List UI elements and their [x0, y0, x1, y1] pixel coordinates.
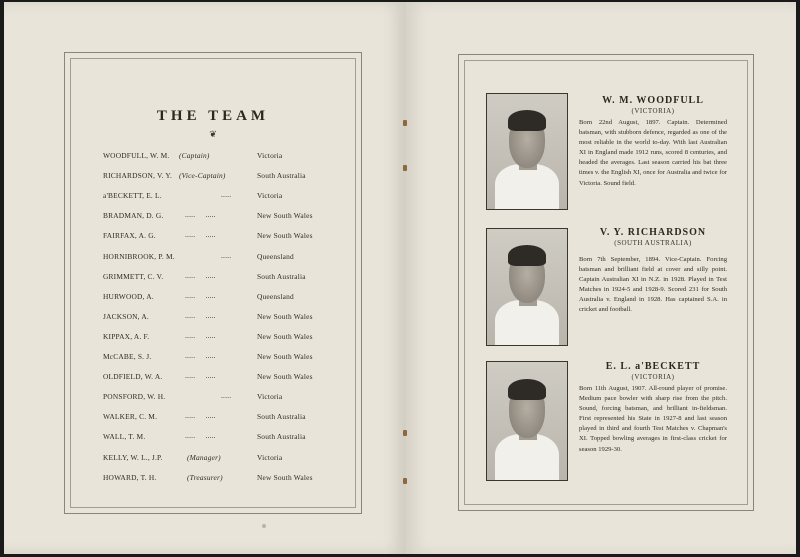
ornament-icon: ❦: [209, 129, 217, 139]
player-name: JACKSON, A.: [103, 311, 149, 321]
roster-row: [103, 211, 363, 225]
profile-name: V. Y. RICHARDSON: [599, 227, 707, 238]
player-name: McCABE, S. J.: [103, 352, 152, 361]
roster-row: [103, 151, 363, 165]
right-page-border: [458, 54, 754, 511]
roster-row: [103, 392, 363, 406]
leader-dots: .....: [221, 391, 232, 401]
booklet-spread: [4, 2, 796, 554]
leader-dots: ..... .....: [185, 351, 216, 360]
roster-row: [103, 171, 363, 185]
player-state: New South Wales: [257, 472, 313, 482]
profile-abeckett: [579, 361, 727, 455]
player-role: (Vice-Captain): [179, 171, 226, 181]
profile-name: E. L. a'BECKETT: [605, 361, 701, 372]
player-state: South Australia: [257, 432, 306, 442]
player-name: GRIMMETT, C. V.: [103, 271, 164, 281]
abeckett-portrait: [486, 361, 568, 481]
leader-dots: ..... .....: [185, 230, 216, 240]
player-state: South Australia: [257, 171, 306, 181]
profile-name: W. M. WOODFULL: [602, 95, 704, 106]
player-name: WOODFULL, W. M.: [103, 151, 170, 160]
leader-dots: ..... .....: [185, 210, 216, 220]
binding-staple: [403, 120, 407, 126]
profile-state: (SOUTH AUSTRALIA): [614, 239, 692, 247]
leader-dots: ..... .....: [185, 431, 216, 441]
roster-row: [103, 332, 363, 346]
player-name: BRADMAN, D. G.: [103, 211, 164, 221]
leader-dots: ..... .....: [185, 290, 216, 300]
roster-row: [103, 191, 363, 205]
player-state: South Australia: [257, 271, 306, 281]
leader-dots: ..... .....: [185, 310, 216, 320]
roster-row: [103, 453, 363, 467]
player-state: Victoria: [257, 151, 283, 160]
player-state: Queensland: [257, 291, 294, 301]
richardson-portrait: [486, 228, 568, 346]
player-state: New South Wales: [257, 311, 313, 321]
player-name: HORNIBROOK, P. M.: [103, 251, 175, 261]
player-name: KELLY, W. L., J.P.: [103, 452, 163, 462]
player-state: New South Wales: [257, 331, 313, 341]
profile-bio: Born 11th August, 1907. All-round player of promise. Medium pace bowler with sharp rise from the pitch. Sound, forcing batsman, and brilliant in-fieldsman. First represented his State in 1927-8 and last season played in third and fourth Test Matches v. Chapman's XI. Topped bowling averages in first-class cricket for season 1929-30.: [579, 385, 727, 453]
profile-bio: Born 22nd August, 1897. Captain. Determined batsman, with stubborn defence, regarded as one of the most reliable in the world to-day. With last Australian XI in England made 1912 runs, scored 8 centuries, and headed the averages. Last season carried his bat three times v. the English XI, once for Australia and twice for Victoria. Sound field.: [579, 119, 727, 187]
player-name: HOWARD, T. H.: [103, 472, 157, 482]
player-state: Victoria: [257, 392, 283, 402]
player-state: New South Wales: [257, 211, 313, 221]
player-state: Victoria: [257, 452, 283, 462]
binding-staple: [403, 165, 407, 171]
roster-row: [103, 272, 363, 286]
player-state: Victoria: [257, 191, 283, 201]
leader-dots: ..... .....: [185, 270, 216, 280]
player-state: Queensland: [257, 251, 294, 261]
roster-row: [103, 412, 363, 426]
player-name: KIPPAX, A. F.: [103, 331, 150, 341]
player-name: OLDFIELD, W. A.: [103, 372, 163, 382]
leader-dots: .....: [221, 190, 232, 200]
roster-row: [103, 312, 363, 326]
player-role: (Captain): [179, 151, 210, 160]
player-role: (Manager): [187, 452, 221, 462]
profile-woodfull: [579, 95, 727, 189]
profile-bio: Born 7th September, 1894. Vice-Captain. Forcing batsman and brilliant field at cover and silly point. Captain Australian XI in N.Z. in 1928. Played in Test Matches in 1924-5 and 1928-9. Scored 231 for South Australia v. England in 1928. Has captained S.A. in cricket and football.: [579, 256, 727, 314]
woodfull-portrait: [486, 93, 568, 210]
right-page: [406, 2, 796, 554]
profile-state: (VICTORIA): [631, 373, 675, 381]
roster-row: [103, 473, 363, 487]
player-state: New South Wales: [257, 352, 313, 361]
roster-row: [103, 372, 363, 386]
leader-dots: ..... .....: [185, 371, 216, 381]
left-page-border: [64, 52, 362, 514]
binding-staple: [403, 478, 407, 484]
profile-state: (VICTORIA): [631, 107, 675, 115]
left-page: [4, 2, 406, 554]
player-name: HURWOOD, A.: [103, 291, 154, 301]
player-state: New South Wales: [257, 372, 313, 382]
player-name: RICHARDSON, V. Y.: [103, 171, 173, 181]
roster-row: [103, 432, 363, 446]
roster-row: [103, 292, 363, 306]
roster-row: [103, 252, 363, 266]
page-dot: [262, 524, 266, 528]
player-name: FAIRFAX, A. G.: [103, 231, 156, 241]
player-name: WALL, T. M.: [103, 432, 146, 442]
player-state: New South Wales: [257, 231, 313, 241]
profile-richardson: [579, 227, 727, 316]
roster-row: [103, 231, 363, 245]
roster-row: [103, 352, 363, 366]
player-role: (Treasurer): [187, 472, 223, 482]
leader-dots: ..... .....: [185, 330, 216, 340]
leader-dots: .....: [221, 250, 232, 260]
player-name: PONSFORD, W. H.: [103, 392, 166, 402]
player-name: a'BECKETT, E. L.: [103, 191, 162, 201]
binding-staple: [403, 430, 407, 436]
leader-dots: ..... .....: [185, 411, 216, 421]
player-state: South Australia: [257, 412, 306, 422]
team-heading: THE TEAM: [156, 108, 270, 124]
player-name: WALKER, C. M.: [103, 412, 158, 422]
